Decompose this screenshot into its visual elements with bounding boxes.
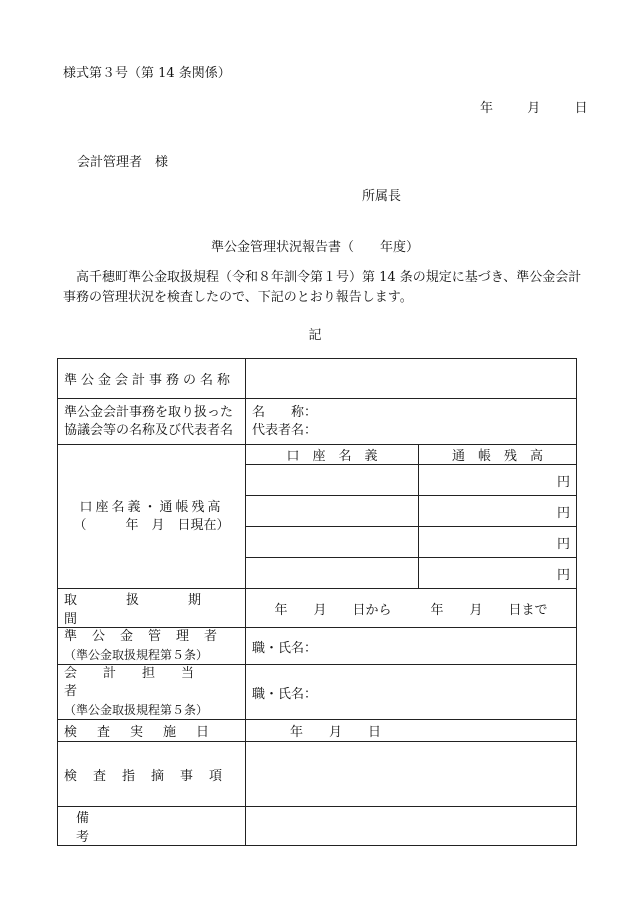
date-year: 年: [480, 101, 494, 116]
org-label-cell: [58, 399, 246, 445]
table-row: [58, 665, 577, 720]
org-value-cell[interactable]: [246, 399, 577, 445]
name-label: 準公金会計事務の名称: [64, 373, 235, 388]
findings-value[interactable]: [246, 742, 577, 807]
findings-label: 検査指摘事項: [64, 768, 239, 784]
table-row: [58, 445, 577, 465]
col-account-name: 口 座 名 義: [246, 445, 419, 465]
date-line: [480, 97, 588, 116]
period-value[interactable]: 年 月 日から 年 月 日まで: [246, 589, 577, 628]
manager-sub: （準公金取扱規程第５条）: [64, 648, 209, 662]
clerk-label: 会計担当者: [64, 666, 221, 699]
period-label-cell: [58, 589, 251, 628]
account-label: 口座名義・通帳残高: [79, 499, 224, 515]
clerk-value[interactable]: 職・氏名：: [246, 665, 577, 720]
table-row: [58, 807, 577, 846]
account-name-cell[interactable]: [246, 527, 419, 558]
account-label-cell: [58, 445, 246, 589]
org-label-line2: 協議会等の名称及び代表者名: [64, 422, 234, 438]
manager-label-cell: [58, 628, 246, 665]
table-row: [58, 628, 577, 665]
account-date: （ 年 月 日現在）: [73, 517, 230, 533]
date-month: 月: [527, 101, 541, 116]
org-name-field: 名 称：: [252, 404, 318, 420]
table-row: [58, 399, 577, 445]
remarks-label-cell: [58, 807, 246, 846]
clerk-sub: （準公金取扱規程第５条）: [64, 703, 209, 717]
period-label: 取 扱 期 間: [64, 593, 251, 627]
body-text: 高千穂町準公金取扱規程（令和８年訓令第１号）第 14 条の規定に基づき、準公金会計事務の管理状況を検査したので、下記のとおり報告します。: [63, 270, 582, 305]
account-name-cell[interactable]: [246, 558, 419, 589]
manager-label: 準公金管理者: [64, 629, 233, 644]
account-name-cell[interactable]: [246, 496, 419, 527]
remarks-value[interactable]: [246, 807, 577, 846]
col-balance: 通 帳 残 高: [419, 445, 577, 465]
date-day: 日: [574, 101, 588, 116]
balance-cell[interactable]: 円: [419, 496, 577, 527]
name-value-cell[interactable]: [246, 359, 577, 399]
form-number: 様式第３号（第 14 条関係）: [63, 66, 231, 81]
clerk-label-cell: [58, 665, 246, 720]
inspection-date-label-cell: [58, 720, 246, 742]
addressee: 会計管理者 様: [77, 155, 169, 170]
account-name-cell[interactable]: [246, 465, 419, 496]
remarks-label: 備考: [76, 811, 208, 845]
inspection-date-value[interactable]: 年 月 日: [246, 720, 577, 742]
table-row: [58, 720, 577, 742]
manager-value[interactable]: 職・氏名：: [246, 628, 577, 665]
table-row: [58, 742, 577, 807]
org-label-line1: 準公金会計事務を取り扱った: [64, 404, 234, 420]
report-table: [57, 358, 577, 846]
name-label-cell: [58, 359, 246, 399]
table-row: [58, 589, 577, 628]
balance-cell[interactable]: 円: [419, 465, 577, 496]
document-title: 準公金管理状況報告書（ 年度）: [210, 240, 419, 255]
table-row: [58, 359, 577, 399]
balance-cell[interactable]: 円: [419, 527, 577, 558]
office-head: 所属長: [362, 189, 402, 204]
inspection-date-label: 検査実施日: [64, 725, 230, 740]
ki-heading: 記: [308, 328, 322, 343]
org-rep-field: 代表者名：: [252, 422, 318, 438]
balance-cell[interactable]: 円: [419, 558, 577, 589]
findings-label-cell: [58, 742, 246, 807]
